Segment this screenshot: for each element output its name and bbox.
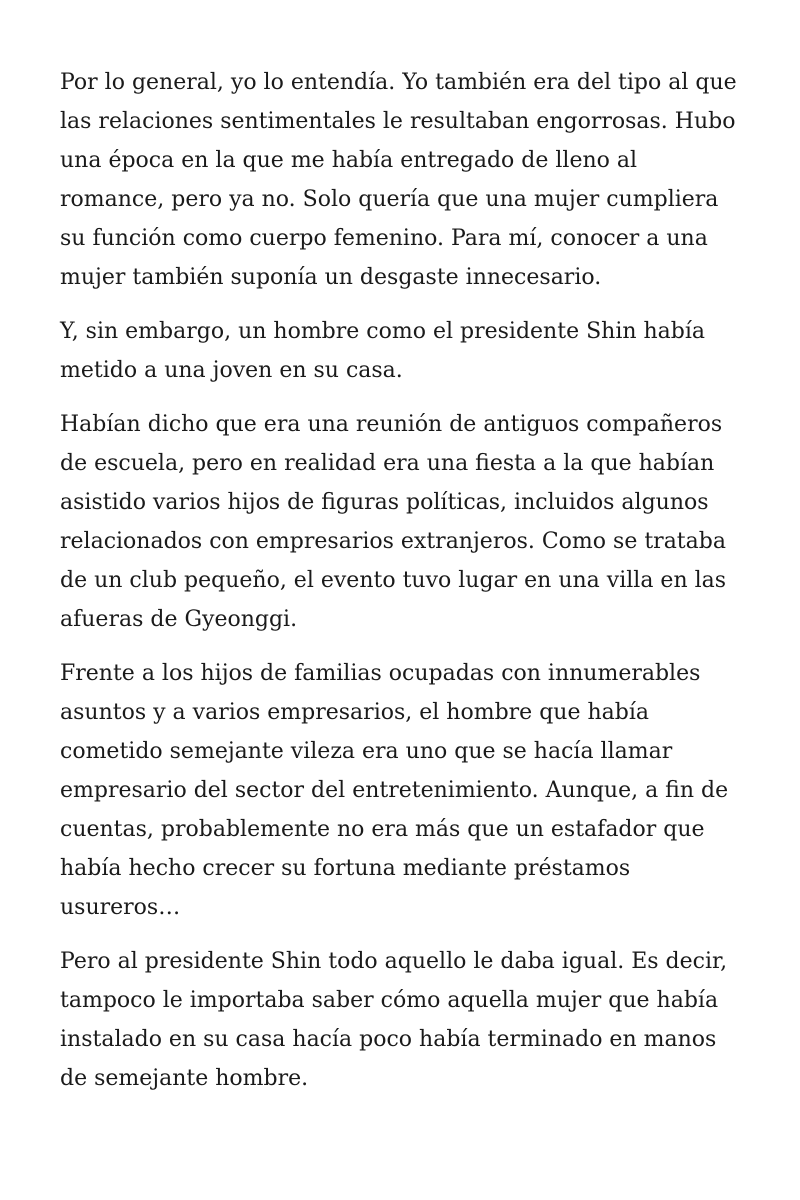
paragraph-4 [60,654,760,927]
text-line: de escuela, pero en realidad era una fiesta a la que habían [60,451,715,476]
paragraph-2 [60,312,760,390]
text-line: empresario del sector del entretenimiento. Aunque, a fin de [60,778,729,803]
text-line: relacionados con empresarios extranjeros. Como se trataba [60,529,726,554]
text-line: instalado en su casa hacía poco había terminado en manos [60,1027,717,1052]
text-line: Habían dicho que era una reunión de antiguos compañeros [60,412,723,437]
text-line: asuntos y a varios empresarios, el hombre que había [60,700,649,725]
text-line: Y, sin embargo, un hombre como el presidente Shin había [60,319,706,344]
paragraph-5 [60,942,760,1098]
text-line: usureros… [60,895,181,920]
text-line: metido a una joven en su casa. [60,358,403,383]
text-line: una época en la que me había entregado de lleno al [60,148,638,173]
text-line: cometido semejante vileza era uno que se hacía llamar [60,739,673,764]
paragraph-3 [60,405,760,639]
text-line: asistido varios hijos de figuras políticas, incluidos algunos [60,490,709,515]
text-line: Pero al presidente Shin todo aquello le daba igual. Es decir, [60,949,728,974]
text-line: las relaciones sentimentales le resultaban engorrosas. Hubo [60,109,736,134]
text-line: tampoco le importaba saber cómo aquella mujer que había [60,988,719,1013]
text-line: Por lo general, yo lo entendía. Yo también era del tipo al que [60,70,737,95]
text-line: de semejante hombre. [60,1066,309,1091]
text-line: mujer también suponía un desgaste innecesario. [60,265,602,290]
paragraph-1 [60,63,760,297]
text-line: Frente a los hijos de familias ocupadas con innumerables [60,661,701,686]
text-line: cuentas, probablemente no era más que un estafador que [60,817,705,842]
text-line: había hecho crecer su fortuna mediante préstamos [60,856,631,881]
document-page [60,63,760,1113]
text-line: romance, pero ya no. Solo quería que una mujer cumpliera [60,187,719,212]
text-line: afueras de Gyeonggi. [60,607,298,632]
text-line: su función como cuerpo femenino. Para mí, conocer a una [60,226,708,251]
text-line: de un club pequeño, el evento tuvo lugar en una villa en las [60,568,727,593]
